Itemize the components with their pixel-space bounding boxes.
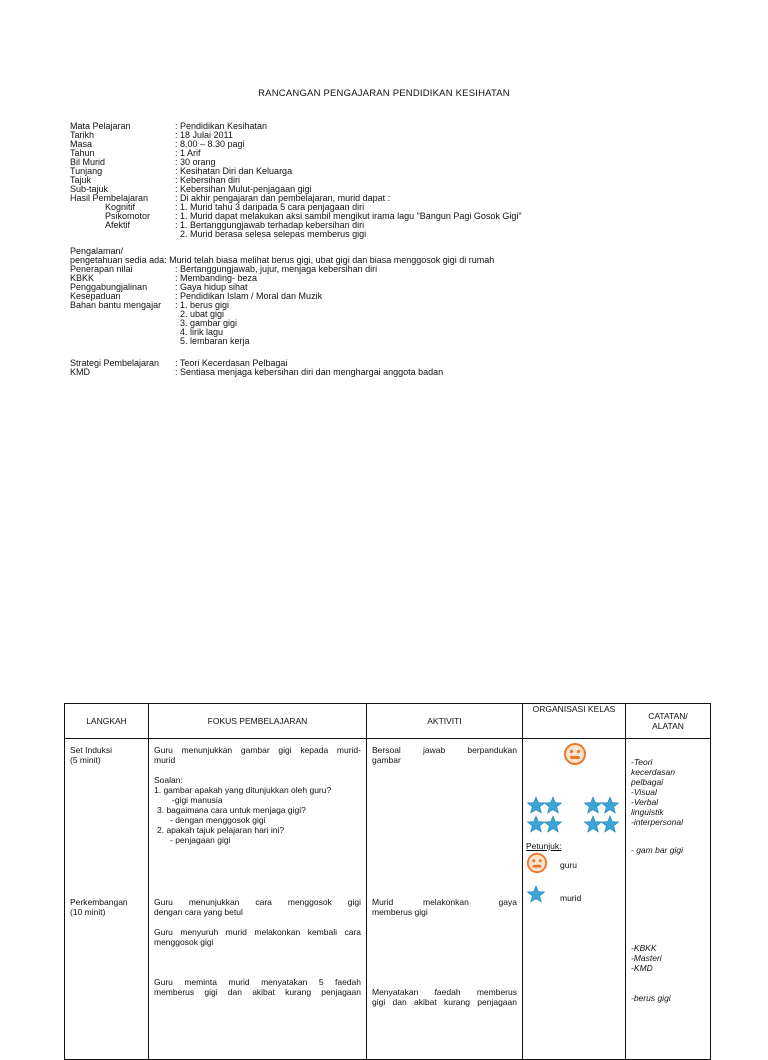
info-afektif: Afektif : 1. Bertanggungjawab terhadap kebersihan diri [105, 220, 365, 230]
catatan-cell: -Teori kecerdasan pelbagai -Visual -Verbal linguistik -interpersonal - gam bar gigi -KBKK -Masteri -KMD -berus gigi [626, 739, 711, 1060]
info-bahan-item: 2. ubat gigi [180, 309, 225, 319]
info-tarikh: Tarikh : 18 Julai 2011 [70, 130, 233, 140]
info-bahan-item: 3. gambar gigi [180, 318, 238, 328]
info-sub-tajuk: Sub-tajuk : Kebersihan Mulut-penjagaan gigi [70, 184, 312, 194]
info-strategi: Strategi Pembelajaran : Teori Kecerdasan Pelbagai [70, 358, 288, 368]
info-bil-murid: Bil Murid : 30 orang [70, 157, 216, 167]
info-bahan-item: 4. lirik lagu [180, 327, 224, 337]
legend-guru-label: guru [560, 860, 578, 870]
students-star-group-icon [526, 796, 564, 834]
info-afektif-2: 2. Murid berasa selesa selepas memberus gigi [180, 229, 367, 239]
organisasi-cell [523, 739, 626, 1060]
info-kbkk: KBKK : Membanding- beza [70, 273, 258, 283]
info-kesepaduan: Kesepaduan : Pendidikan Islam / Moral dan Muzik [70, 291, 323, 301]
langkah-cell: Set Induksi (5 minit) Perkembangan (10 minit) [65, 739, 149, 1060]
info-bahan-item: 5. lembaran kerja [180, 336, 250, 346]
info-pengetahuan: pengetahuan sedia ada: Murid telah biasa melihat berus gigi, ubat gigi dan biasa menggosok gigi di rumah [70, 255, 495, 265]
header-langkah: LANGKAH [65, 704, 149, 739]
info-tunjang: Tunjang : Kesihatan Diri dan Keluarga [70, 166, 293, 176]
header-organisasi: ORGANISASI KELAS [523, 704, 626, 739]
info-penerapan-nilai: Penerapan nilai : Bertanggungjawab, jujur, menjaga kebersihan diri [70, 264, 378, 274]
table-row [65, 739, 711, 1060]
info-kmd: KMD : Sentiasa menjaga kebersihan diri dan menghargai anggota badan [70, 367, 444, 377]
info-hasil-pembelajaran: Hasil Pembelajaran : Di akhir pengajaran dan pembelajaran, murid dapat : [70, 193, 391, 203]
info-pengalaman: Pengalaman/ [70, 246, 124, 256]
info-tahun: Tahun : 1 Arif [70, 148, 201, 158]
document-title: RANCANGAN PENGAJARAN PENDIDIKAN KESIHATAN [258, 88, 510, 99]
info-penggabungjalinan: Penggabungjalinan : Gaya hidup sihat [70, 282, 248, 292]
header-aktiviti: AKTIVITI [367, 704, 523, 739]
teacher-smiley-icon [563, 742, 587, 766]
legend-teacher-smiley-icon [526, 852, 548, 874]
table-header-row [65, 704, 711, 739]
students-star-group-icon [583, 796, 621, 834]
info-bahan-bantu: Bahan bantu mengajar : 1. berus gigi [70, 300, 230, 310]
info-masa: Masa : 8.00 – 8.30 pagi [70, 139, 245, 149]
info-tajuk: Tajuk : Kebersihan diri [70, 175, 241, 185]
aktiviti-cell: Bersoal jawab berpandukan gambar Murid melakonkan gaya memberus gigi Menyatakan faedah memberus gigi dan akibat kurang penjagaan [367, 739, 523, 1060]
lesson-info [70, 122, 750, 377]
info-kognitif: Kognitif : 1. Murid tahu 3 daripada 5 cara penjagaan diri [105, 202, 365, 212]
legend-student-star-icon [526, 885, 546, 905]
info-psikomotor: Psikomotor : 1. Murid dapat melakukan aksi sambil mengikut irama lagu "Bangun Pagi Gosok Gigi" [105, 211, 522, 221]
info-mata-pelajaran: Mata Pelajaran : Pendidikan Kesihatan [70, 121, 268, 131]
fokus-cell: Guru menunjukkan gambar gigi kepada murid- murid Soalan: 1. gambar apakah yang ditunjukkan oleh guru? -gigi manusia 3. bagaimana cara untuk menjaga gigi? - dengan menggosok gigi 2. apakah tajuk pelajaran hari ini? - penjagaan gigi Guru menunjukkan cara menggosok gigi dengan cara yang betul Guru menyuruh murid melakonkan kembali cara menggosok gigi Guru meminta murid menyatakan 5 faedah memberus gigi dan akibat kurang penjagaan [149, 739, 367, 1060]
legend-murid-label: murid [560, 893, 582, 903]
petunjuk-label: Petunjuk: [526, 841, 562, 851]
header-catatan: CATATAN/ ALATAN [626, 704, 711, 739]
header-fokus: FOKUS PEMBELAJARAN [149, 704, 367, 739]
lesson-plan-table [64, 703, 711, 1060]
